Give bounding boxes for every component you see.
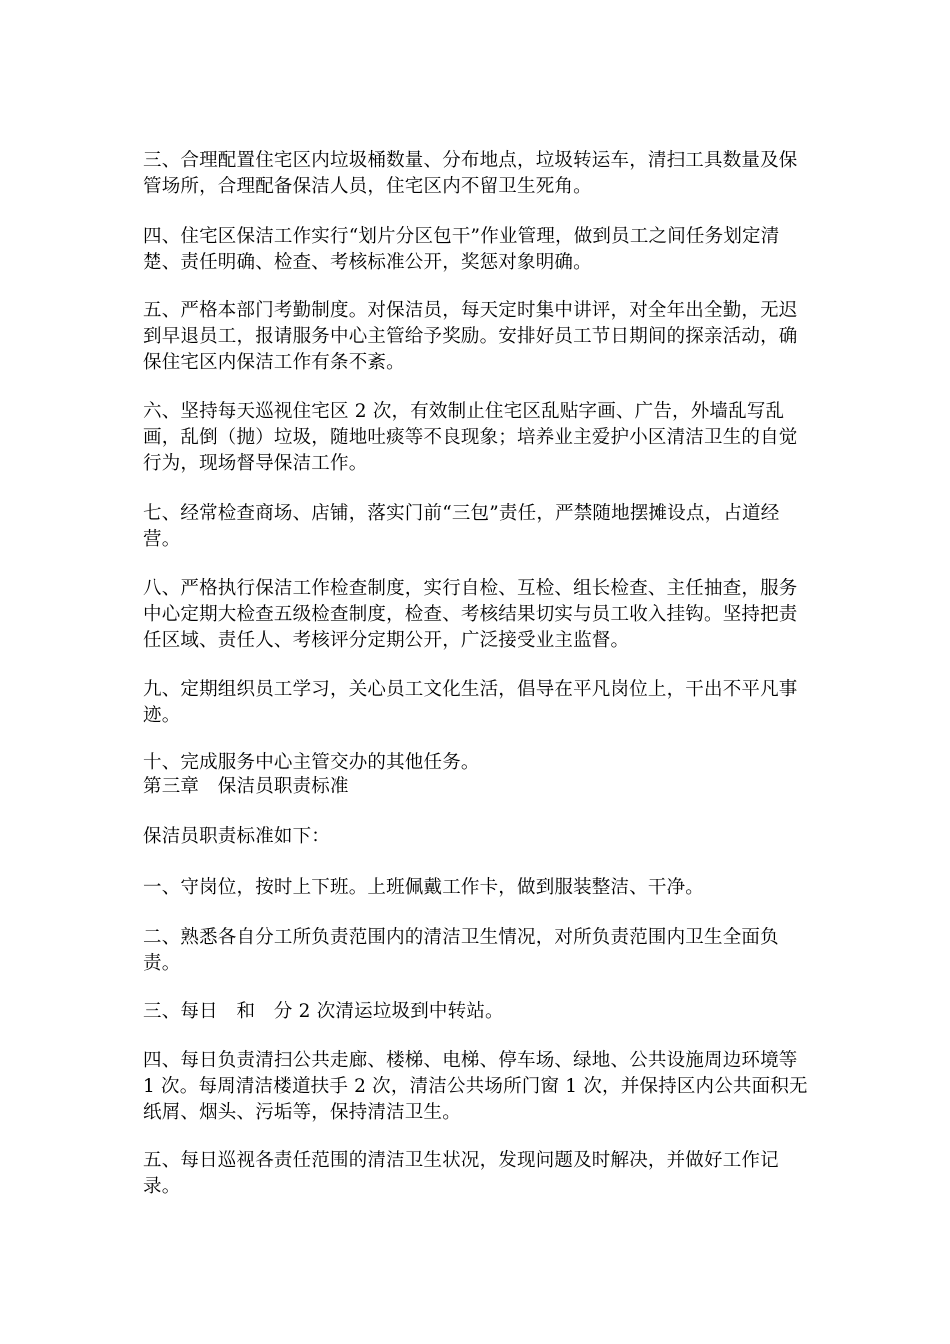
paragraph-item-8-inspection: 八、严格执行保洁工作检查制度，实行自检、互检、组长检查、主任抽查，服务中心定期大检查五级检查制度，检查、考核结果切实与员工收入挂钩。坚持把责任区域、责任人、考核评分定期公开，广泛接受业主监督。 xyxy=(143,578,798,651)
paragraph-item-3-bins: 三、合理配置住宅区内垃圾桶数量、分布地点，垃圾转运车，清扫工具数量及保管场所，合理配备保洁人员，住宅区内不留卫生死角。 xyxy=(143,150,798,197)
section-intro: 保洁员职责标准如下： xyxy=(143,826,331,847)
chapter-heading: 第三章 保洁员职责标准 xyxy=(143,776,349,797)
paragraph-item-10-other-tasks: 十、完成服务中心主管交办的其他任务。 xyxy=(143,752,480,773)
paragraph-item-4-zoning: 四、住宅区保洁工作实行“划片分区包干”作业管理，做到员工之间任务划定清楚、责任明确、检查、考核标准公开，奖惩对象明确。 xyxy=(143,226,780,273)
paragraph-item-5-attendance: 五、严格本部门考勤制度。对保洁员，每天定时集中讲评，对全年出全勤，无迟到早退员工，报请服务中心主管给予奖励。安排好员工节日期间的探亲活动，确保住宅区内保洁工作有条不紊。 xyxy=(143,300,798,373)
paragraph-item-9-training: 九、定期组织员工学习，关心员工文化生活，倡导在平凡岗位上，干出不平凡事迹。 xyxy=(143,679,798,726)
duty-item-1: 一、守岗位，按时上下班。上班佩戴工作卡，做到服装整洁、干净。 xyxy=(143,877,705,898)
duty-item-4: 四、每日负责清扫公共走廊、楼梯、电梯、停车场、绿地、公共设施周边环境等 1 次。每周清洁楼道扶手 2 次，清洁公共场所门窗 1 次，并保持区内公共面积无纸屑、烟头、污垢等，保持清洁卫生。 xyxy=(143,1050,808,1123)
duty-item-2: 二、熟悉各自分工所负责范围内的清洁卫生情况，对所负责范围内卫生全面负责。 xyxy=(143,927,779,974)
duty-item-5: 五、每日巡视各责任范围的清洁卫生状况，发现问题及时解决，并做好工作记录。 xyxy=(143,1150,779,1197)
paragraph-item-6-patrol: 六、坚持每天巡视住宅区 2 次，有效制止住宅区乱贴字画、广告，外墙乱写乱画，乱倒（抛）垃圾，随地吐痰等不良现象；培养业主爱护小区清洁卫生的自觉行为，现场督导保洁工作。 xyxy=(143,401,798,474)
paragraph-item-7-shops: 七、经常检查商场、店铺，落实门前“三包”责任，严禁随地摆摊设点，占道经营。 xyxy=(143,503,780,550)
duty-item-3: 三、每日 和 分 2 次清运垃圾到中转站。 xyxy=(143,1001,504,1022)
